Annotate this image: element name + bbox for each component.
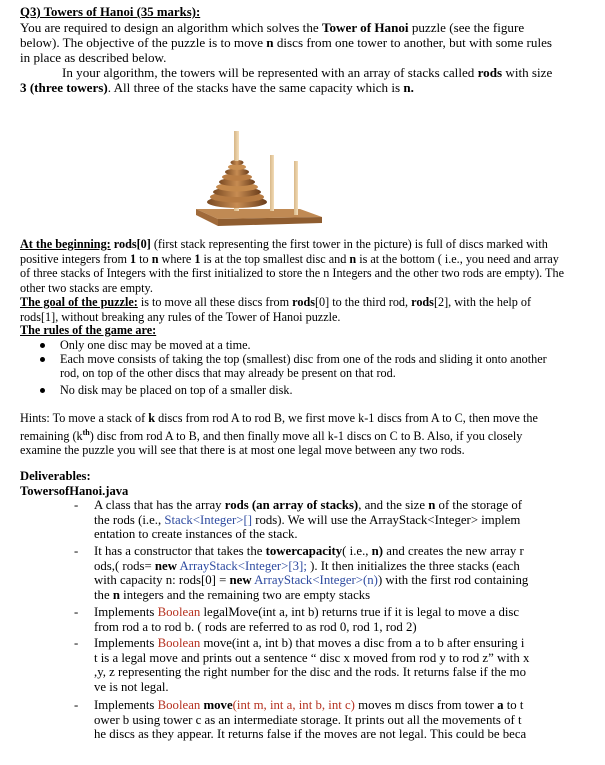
dash-marker: - bbox=[74, 544, 79, 558]
tower-of-hanoi-photo bbox=[190, 117, 325, 231]
question-title: Q3) Towers of Hanoi (35 marks): bbox=[20, 5, 201, 19]
hints-paragraph bbox=[20, 411, 568, 458]
beginning-bold: 1 bbox=[194, 251, 201, 266]
intro-text: You are required to design an algorithm which solves the bbox=[20, 20, 319, 35]
peg-3 bbox=[294, 161, 298, 215]
dash-marker: - bbox=[74, 636, 79, 650]
beginning-label: At the beginning: bbox=[20, 237, 111, 251]
dash-marker: - bbox=[74, 698, 79, 712]
goal-text: is to move all these discs from bbox=[140, 295, 290, 309]
intro-text: . All three of the stacks have the same capacity which is bbox=[107, 80, 401, 96]
deliverable-item: - A class that has the array rods (an array of stacks), and the size n of the storage of the rods (i.e., Stack<Integer>[] rods). We will use the ArrayStack<Integer> implem entation to create instances of the stack. bbox=[74, 498, 523, 542]
hints-text: examine the puzzle you will see that there is at most one legal move between any two rods. bbox=[20, 443, 465, 458]
hints-text: ) disc from rod A to B, and then finally move all k-1 discs on C to B. Also, if you closely bbox=[89, 428, 523, 443]
intro-text: puzzle (see the figure bbox=[411, 20, 525, 35]
bullet-icon bbox=[40, 357, 45, 362]
intro-text: below). The objective of the puzzle is to move bbox=[20, 35, 264, 51]
intro-text: in place as described below. bbox=[20, 50, 167, 66]
deliverables-file: TowersofHanoi.java bbox=[20, 484, 129, 498]
hints-text: discs from rod A to rod B, we first move k-1 discs from A to C, then move the bbox=[158, 411, 538, 425]
deliverable-item: - Implements Boolean move(int a, int b) that moves a disc from a to b after ensuring i t is a legal move and prints out a sentence “ disc x moved from rod y to rod z” with x ,y, z representing the right number for the disc and the rods. It returns false if the mo ve is not legal. bbox=[74, 636, 530, 694]
hints-sup: th bbox=[82, 427, 90, 437]
bullet-icon bbox=[40, 388, 45, 393]
goal-text: [0] to the third rod, bbox=[314, 295, 409, 309]
beginning-text: positive integers from bbox=[20, 251, 127, 266]
beginning-text: is at the bottom ( i.e., you need and array bbox=[359, 251, 559, 266]
goal-bold: rods bbox=[292, 295, 315, 309]
beginning-text: of three stacks of Integers with the first initialized to store the n Integers and the other two rods are empty). The bbox=[20, 266, 564, 281]
rules-label: The rules of the game are: bbox=[20, 323, 157, 337]
hints-text: remaining (k bbox=[20, 428, 83, 443]
bullet-icon bbox=[40, 343, 45, 348]
rods0-term: rods[0] bbox=[113, 237, 151, 251]
goal-bold: rods bbox=[411, 295, 434, 309]
deliverable-item: - It has a constructor that takes the towercapacity( i.e., n) and creates the new array r ods,( rods= new ArrayStack<Integer>[3]; ). It then initializes the three stacks (each with capacity n: rods[0] = new ArrayStack<Integer>(n)) with the first rod containing the n integers and the remaining two are empty stacks bbox=[74, 544, 529, 602]
beginning-text: other two stacks are empty. bbox=[20, 280, 153, 295]
goal-text: rods[1], without breaking any rules of the Tower of Hanoi puzzle. bbox=[20, 309, 341, 324]
beginning-text: (first stack representing the first tower in the picture) is full of discs marked with bbox=[153, 237, 548, 251]
intro-text: discs from one tower to another, but with some rules bbox=[276, 35, 552, 51]
beginning-bold: n bbox=[151, 251, 159, 266]
beginning-bold: n bbox=[349, 251, 357, 266]
intro-bold-term: rods bbox=[477, 65, 503, 81]
intro-bold-term: Tower of Hanoi bbox=[321, 20, 409, 35]
beginning-paragraph bbox=[20, 237, 568, 295]
peg-2 bbox=[270, 155, 274, 211]
dash-marker: - bbox=[74, 605, 79, 619]
beginning-text: is at the top smallest disc and bbox=[203, 251, 347, 266]
deliverable-item: - Implements Boolean legalMove(int a, int b) returns true if it is legal to move a disc from rod a to rod b. ( rods are referred to as rod 0, rod 1, rod 2) bbox=[74, 605, 520, 634]
intro-text: In your algorithm, the towers will be represented with an array of stacks called bbox=[62, 65, 475, 81]
intro-bold-term: n. bbox=[403, 80, 414, 96]
hints-bold: k bbox=[148, 411, 156, 425]
intro-bold-term: 3 (three towers) bbox=[20, 80, 108, 96]
goal-paragraph bbox=[20, 295, 568, 324]
goal-text: [2], with the help of bbox=[433, 295, 532, 309]
deliverables-label: Deliverables: bbox=[20, 469, 91, 483]
beginning-text: to bbox=[139, 251, 149, 266]
intro-paragraph bbox=[20, 20, 580, 95]
beginning-text: where bbox=[161, 251, 192, 266]
goal-label: The goal of the puzzle: bbox=[20, 295, 138, 309]
dash-marker: - bbox=[74, 498, 79, 512]
intro-bold-term: n bbox=[266, 35, 274, 51]
beginning-bold: 1 bbox=[130, 251, 137, 266]
deliverable-item: - Implements Boolean move(int m, int a, int b, int c) moves m discs from tower a to t ower b using tower c as an intermediate storage. It prints out all the movements of t he discs as they appear. It returns false if the moves are not legal. This could be beca bbox=[74, 698, 527, 742]
intro-text: with size bbox=[505, 65, 553, 81]
hints-text: Hints: To move a stack of bbox=[20, 411, 146, 425]
